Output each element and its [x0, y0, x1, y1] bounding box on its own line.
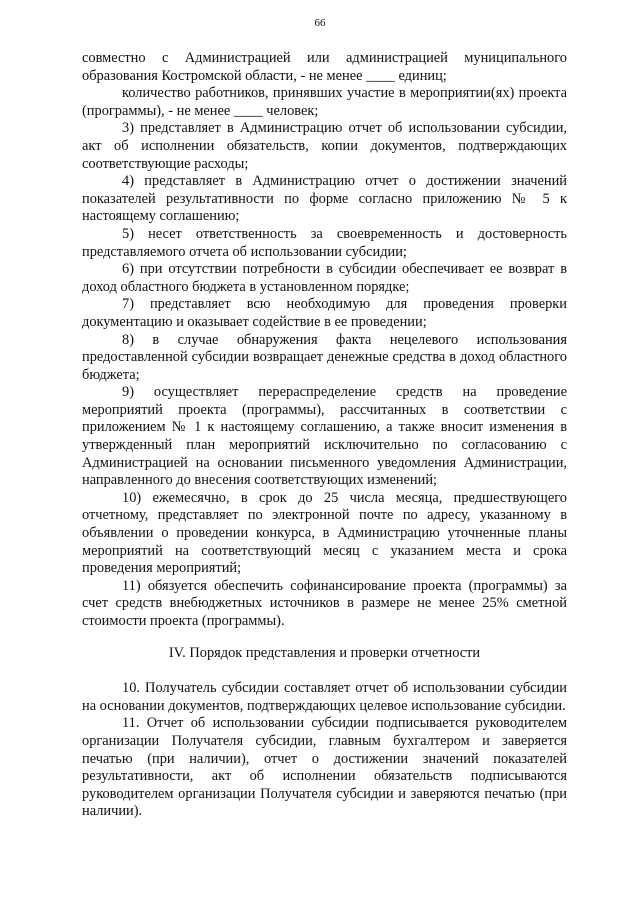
- document-body: [82, 50, 567, 821]
- paragraph-item-4: 4) представляет в Администрацию отчет о достижении значений показателей результативности по форме согласно приложению № 5 к настоящему соглашению;: [82, 173, 567, 225]
- paragraph-item-6: 6) при отсутствии потребности в субсидии обеспечивает ее возврат в доход областного бюджета в установленном порядке;: [82, 261, 567, 295]
- page-number: 66: [314, 17, 326, 29]
- paragraph-participants-count: количество работников, принявших участие в мероприятии(ях) проекта (программы), - не менее ____ человек;: [82, 85, 567, 119]
- paragraph-clause-11: 11. Отчет об использовании субсидии подписывается руководителем организации Получателя субсидии, главным бухгалтером и заверяется печатью (при наличии), отчет о достижении значений показателей результативности, акт об исполнении обязательств подписываются руководителем организации Получателя субсидии и заверяются печатью (при наличии).: [82, 715, 567, 820]
- paragraph-item-3: 3) представляет в Администрацию отчет об использовании субсидии, акт об исполнении обязательств, копии документов, подтверждающих соответствующие расходы;: [82, 120, 567, 172]
- paragraph-item-11: 11) обязуется обеспечить софинансирование проекта (программы) за счет средств внебюджетных источников в размере не менее 25% сметной стоимости проекта (программы).: [82, 577, 567, 629]
- paragraph-clause-10: 10. Получатель субсидии составляет отчет об использовании субсидии на основании документов, подтверждающих целевое использование субсидии.: [82, 680, 567, 714]
- paragraph-item-5: 5) несет ответственность за своевременность и достоверность представляемого отчета об использовании субсидии;: [82, 225, 567, 260]
- paragraph-item-8: 8) в случае обнаружения факта нецелевого использования предоставленной субсидии возвращает денежные средства в доход областного бюджета;: [82, 331, 567, 383]
- paragraph-item-10: 10) ежемесячно, в срок до 25 числа месяца, предшествующего отчетному, представляет по электронной почте по адресу, указанному в объявлении о проведении конкурса, в Администрацию уточненные планы мероприятий на соответствующий месяц с указанием места и срока проведения мероприятий;: [82, 489, 567, 577]
- paragraph-continuation: совместно с Администрацией или администрацией муниципального образования Костромской области, - не менее ____ единиц;: [82, 50, 567, 84]
- section-heading: IV. Порядок представления и проверки отчетности: [168, 644, 481, 661]
- paragraph-item-7: 7) представляет всю необходимую для проведения проверки документацию и оказывает содействие в ее проведении;: [82, 296, 567, 330]
- paragraph-item-9: 9) осуществляет перераспределение средств на проведение мероприятий проекта (программы), рассчитанных в соответствии с приложением № 1 к настоящему соглашению, а также вносит изменения в утвержденный план мероприятий исключительно по согласованию с Администрацией на основании письменного уведомления Администрации, направленного до внесения соответствующих изменений;: [82, 384, 567, 489]
